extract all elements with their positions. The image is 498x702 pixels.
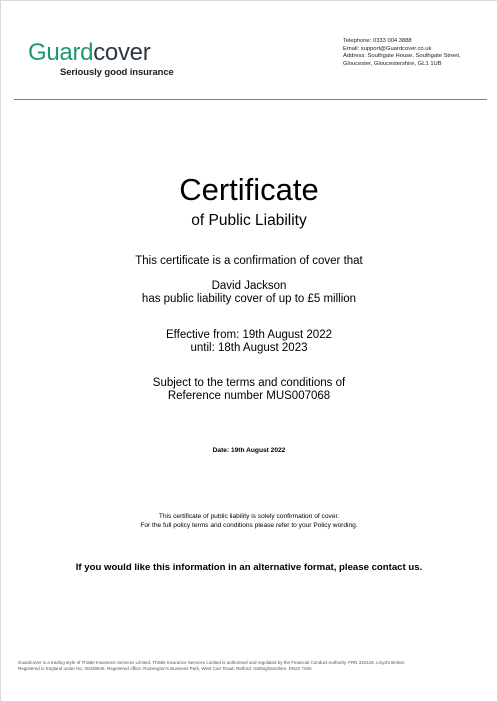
header-divider (14, 99, 487, 100)
logo-wordmark (28, 41, 174, 65)
disclaimer-block (1, 512, 497, 530)
guardcover-logo (28, 41, 174, 78)
legal-footer (18, 660, 488, 672)
terms-block (1, 377, 497, 403)
logo-word-guard: Guard (28, 39, 94, 66)
holder-block (1, 280, 497, 306)
logo-tagline: Seriously good insurance (60, 67, 174, 78)
contact-email: Email: support@Guardcover.co.uk (343, 45, 432, 52)
certificate-subtitle: of Public Liability (191, 212, 307, 229)
contact-address-line1: Address: Southgate House, Southgate Street, (343, 53, 461, 60)
footer-line2: Registered in England under No. 00338645. Registered office: Rossington's Business Park, West Carr Road, Retford, Nottinghamshire, DN22 7SW. (18, 666, 313, 672)
contact-address-line2: Gloucester, Gloucestershire, GL1 1UB (343, 60, 442, 67)
effective-dates (1, 329, 497, 355)
footer-line1: Guardcover is a trading style of Thistle Insurance Services Limited. Thistle Insurance Services Limited is authorised and regulated by the Financial Conduct Authority. FRN 310419. Lloyd's Broker. (18, 660, 406, 665)
effective-from: Effective from: 19th August 2022 (165, 329, 332, 341)
terms-line: Subject to the terms and conditions of (152, 377, 346, 389)
confirmation-text: This certificate is a confirmation of cover that (135, 255, 363, 267)
issue-date: Date: 19th August 2022 (212, 447, 286, 454)
effective-until: until: 18th August 2023 (190, 342, 308, 354)
contact-telephone: Telephone: 0333 004 3888 (343, 38, 412, 44)
reference-number: Reference number MUS007068 (167, 390, 331, 402)
disclaimer-line2: For the full policy terms and conditions please refer to your Policy wording. (140, 522, 358, 529)
holder-name: David Jackson (211, 280, 287, 292)
disclaimer-line1: This certificate of public liability is solely confirmation of cover. (158, 513, 340, 520)
alternative-format-notice: If you would like this information in an alternative format, please contact us. (75, 562, 423, 573)
certificate-title: Certificate (179, 172, 319, 207)
logo-word-cover: cover (93, 39, 151, 66)
cover-amount-text: has public liability cover of up to £5 million (141, 293, 357, 305)
contact-block (343, 38, 483, 68)
